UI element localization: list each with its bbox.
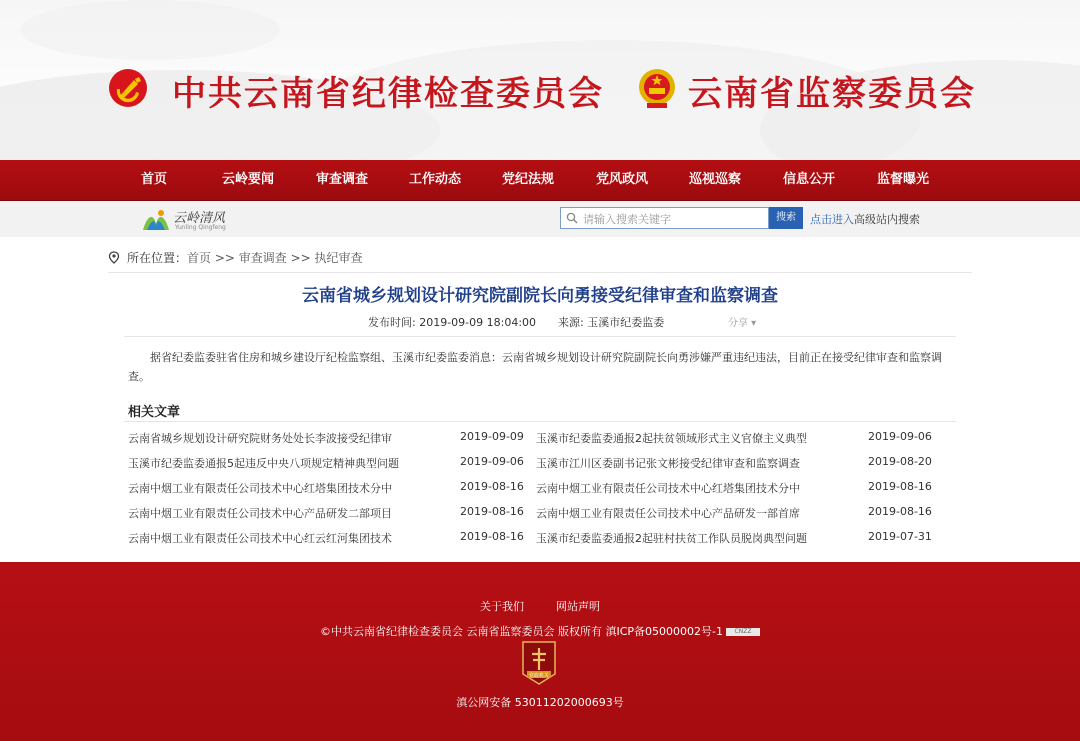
breadcrumb	[127, 249, 363, 266]
party-emblem-icon	[108, 68, 148, 108]
related-articles-title: 相关文章	[128, 405, 181, 420]
search-button[interactable]: 搜索	[769, 207, 803, 229]
nav-item-news[interactable]: 云岭要闻	[222, 172, 275, 187]
nav-item-exposure[interactable]: 监督曝光	[877, 172, 930, 187]
related-date: 2019-08-16	[460, 505, 524, 518]
breadcrumb-label: 所在位置：	[127, 251, 188, 265]
org-title-commission: 中共云南省纪律检查委员会	[172, 74, 604, 114]
divider	[124, 336, 956, 337]
related-date: 2019-08-20	[868, 455, 932, 468]
nav-item-regulations[interactable]: 党纪法规	[502, 172, 555, 187]
gov-agency-badge-icon[interactable]	[521, 640, 557, 686]
location-pin-icon	[108, 251, 120, 264]
related-date: 2019-08-16	[460, 480, 524, 493]
nav-item-work[interactable]: 工作动态	[409, 172, 462, 187]
main-nav	[0, 160, 1080, 201]
article-body: 据省纪委监委驻省住房和城乡建设厅纪检监察组、玉溪市纪委监委消息：云南省城乡规划设计研究院副院长向勇涉嫌严重违纪违法，目前正在接受纪律审查和监察调查。	[128, 351, 942, 383]
related-link[interactable]: 云南中烟工业有限责任公司技术中心红塔集团技术分中	[536, 482, 800, 495]
search-icon	[566, 212, 578, 224]
copyright-text: ©中共云南省纪律检查委员会 云南省监察委员会 版权所有 滇ICP备05000002号-1	[319, 625, 723, 638]
badge-label: 党政机关	[528, 673, 550, 679]
footer-police-record: 滇公网安备 53011202000693号	[456, 696, 624, 709]
site-logo-icon[interactable]	[141, 206, 171, 232]
site-logo-subtitle: Yunling Qingfeng	[175, 224, 226, 231]
nav-item-disclosure[interactable]: 信息公开	[783, 172, 836, 187]
footer-copyright	[0, 623, 1080, 639]
related-date: 2019-09-06	[868, 430, 932, 443]
org-title-supervision: 云南省监察委员会	[688, 74, 976, 114]
share-dropdown[interactable]: 分享 ▾	[728, 318, 757, 329]
footer-about-link[interactable]: 关于我们	[480, 600, 524, 613]
search-input[interactable]	[581, 210, 765, 228]
article-title: 云南省城乡规划设计研究院副院长向勇接受纪律审查和监察调查	[302, 286, 778, 306]
related-link[interactable]: 玉溪市纪委监委通报2起扶贫领域形式主义官僚主义典型	[536, 432, 807, 445]
footer-statement-link[interactable]: 网站声明	[556, 600, 600, 613]
related-date: 2019-09-09	[460, 430, 524, 443]
cnzz-stat-icon[interactable]: CNZZ	[726, 628, 760, 636]
divider	[124, 421, 956, 422]
related-link[interactable]: 云南中烟工业有限责任公司技术中心产品研发一部首席	[536, 507, 800, 520]
related-link[interactable]: 云南省城乡规划设计研究院财务处处长李波接受纪律审	[128, 432, 392, 445]
related-link[interactable]: 玉溪市江川区委副书记张文彬接受纪律审查和监察调查	[536, 457, 800, 470]
breadcrumb-path[interactable]: 首页 >> 审查调查 >> 执纪审查	[187, 251, 363, 265]
related-date: 2019-08-16	[460, 530, 524, 543]
national-emblem-icon	[637, 66, 677, 110]
related-date: 2019-09-06	[460, 455, 524, 468]
related-link[interactable]: 云南中烟工业有限责任公司技术中心红云红河集团技术	[128, 532, 392, 545]
site-logo-title: 云岭清风	[173, 211, 226, 226]
divider	[108, 272, 972, 273]
related-link[interactable]: 玉溪市纪委监委通报2起驻村扶贫工作队员脱岗典型问题	[536, 532, 807, 545]
related-date: 2019-08-16	[868, 505, 932, 518]
nav-item-inspection[interactable]: 巡视巡察	[689, 172, 742, 187]
article-meta: 发布时间: 2019-09-09 18:04:00 来源: 玉溪市纪委监委	[368, 316, 665, 329]
related-date: 2019-08-16	[868, 480, 932, 493]
nav-item-home[interactable]: 首页	[141, 172, 168, 187]
related-link[interactable]: 云南中烟工业有限责任公司技术中心产品研发二部项目	[128, 507, 392, 520]
advanced-search-label[interactable]: 高级站内搜索	[854, 213, 920, 226]
related-link[interactable]: 玉溪市纪委监委通报5起违反中央八项规定精神典型问题	[128, 457, 399, 470]
search-box[interactable]	[560, 207, 769, 229]
related-link[interactable]: 云南中烟工业有限责任公司技术中心红塔集团技术分中	[128, 482, 392, 495]
nav-item-investigation[interactable]: 审查调查	[316, 172, 369, 187]
advanced-search-link[interactable]: 点击进入	[810, 213, 854, 226]
nav-item-conduct[interactable]: 党风政风	[596, 172, 649, 187]
related-date: 2019-07-31	[868, 530, 932, 543]
